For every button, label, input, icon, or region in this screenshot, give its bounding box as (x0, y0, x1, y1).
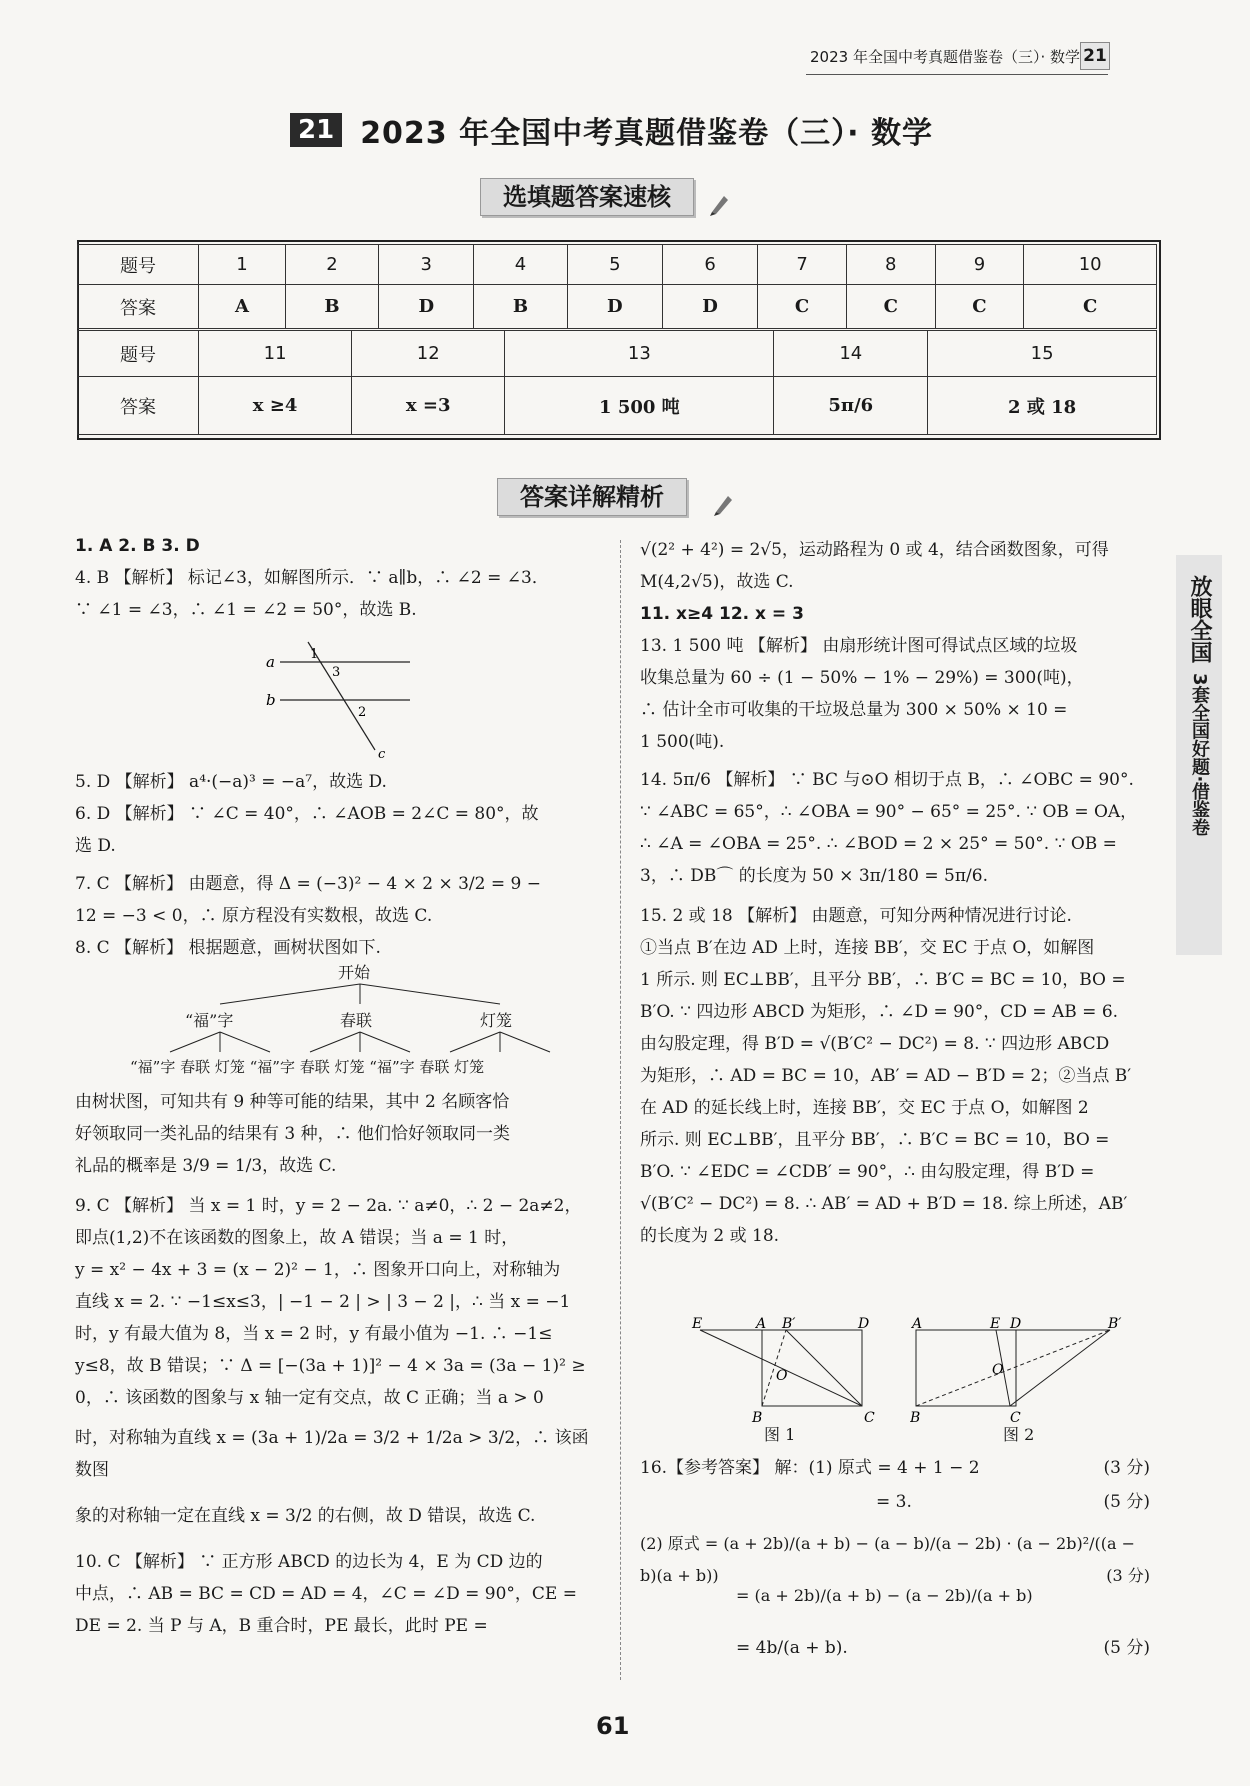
svg-text:a: a (266, 653, 275, 671)
svg-text:E: E (990, 1316, 1001, 1332)
answer-line: ①当点 B′在边 AD 上时，连接 BB′，交 EC 于点 O，如解图 (640, 938, 1095, 958)
answer-line: 即点(1,2)不在该函数的图象上，故 A 错误；当 a = 1 时， (75, 1228, 519, 1248)
table-cell: B (474, 285, 567, 329)
q16-line (640, 1486, 1150, 1520)
svg-text:2: 2 (358, 705, 367, 720)
answer-line: ∴ ∠A = ∠OBA = 25°. ∴ ∠BOD = 2 × 25° = 50°. ∵ OB = (640, 834, 1117, 854)
svg-text:B: B (752, 1410, 763, 1426)
table-cell: 2 或 18 (928, 377, 1157, 435)
svg-text:b: b (266, 691, 276, 709)
answer-line: 3，∴ DB⌒ 的长度为 50 × 3π/180 = 5π/6. (640, 866, 988, 886)
answer-line: = (a + 2b)/(a + b) − (a − 2b)/(a + b) (736, 1586, 1033, 1605)
answer-line: = 3. (876, 1492, 912, 1512)
answer-line: 在 AD 的延长线上时，连接 BB′，交 EC 于点 O，如解图 2 (640, 1098, 1089, 1118)
answer-line: 13. 1 500 吨 【解析】 由扇形统计图可得试点区域的垃圾 (640, 636, 1078, 656)
answer-line: M(4,2√5)，故选 C. (640, 572, 794, 592)
right-column-q16 (640, 1452, 1150, 1672)
table-cell: 2 (285, 245, 378, 285)
answer-line: 1 所示. 则 EC⊥BB′，且平分 BB′，∴ B′C = BC = 10，BO = (640, 970, 1126, 990)
page-number: 61 (596, 1712, 630, 1740)
svg-text:C: C (864, 1410, 875, 1426)
table-row (78, 331, 1157, 377)
svg-text:O: O (776, 1368, 788, 1384)
table-cell: D (379, 285, 474, 329)
answer-line: 为矩形，∴ AD = BC = 10，AB′ = AD − B′D = 2；②当点 B′ (640, 1066, 1132, 1086)
table-cell: A (199, 285, 286, 329)
left-column (75, 530, 595, 626)
table-row (78, 245, 1157, 285)
table-cell: 答案 (78, 285, 199, 329)
answer-line: 选 D. (75, 836, 116, 856)
tree-node: 灯笼 (480, 1011, 513, 1030)
table-cell: 12 (352, 331, 505, 377)
svg-text:A: A (756, 1316, 767, 1332)
answer-line: 的长度为 2 或 18. (640, 1226, 780, 1246)
answer-line: B′O. ∵ 四边形 ABCD 为矩形，∴ ∠D = 90°，CD = AB = 6. (640, 1002, 1119, 1022)
answer-table-2 (77, 330, 1157, 435)
column-divider (620, 540, 621, 1680)
points: (3 分) (1103, 1458, 1150, 1478)
table-cell: 答案 (78, 377, 199, 435)
table-cell: x ≥4 (199, 377, 352, 435)
side-tab-title: 放眼全国 (1187, 575, 1212, 663)
figure-1-label: 图 1 (764, 1425, 796, 1444)
page-badge: 21 (1080, 42, 1110, 70)
svg-text:c: c (378, 747, 386, 760)
table-cell: C (935, 285, 1024, 329)
figure-2 (910, 1316, 1140, 1426)
table-cell: C (1024, 285, 1157, 329)
points: (5 分) (1103, 1492, 1150, 1512)
answer-line: 1. A 2. B 3. D (75, 536, 200, 556)
header-rule (806, 74, 1108, 75)
tree-leaves: “福”字 春联 灯笼 “福”字 春联 灯笼 “福”字 春联 灯笼 (130, 1058, 485, 1076)
answer-line: 5. D 【解析】 a⁴·(−a)³ = −a⁷，故选 D. (75, 772, 387, 792)
answer-line: 8. C 【解析】 根据题意，画树状图如下. (75, 938, 381, 958)
table-cell: 3 (379, 245, 474, 285)
answer-line: 16.【参考答案】 解：(1) 原式 = 4 + 1 − 2 (640, 1458, 980, 1478)
tree-node: 春联 (340, 1011, 373, 1030)
answer-line: B′O. ∵ ∠EDC = ∠CDB′ = 90°，∴ 由勾股定理，得 B′D = (640, 1162, 1095, 1182)
answer-line: 10. C 【解析】 ∵ 正方形 ABCD 的边长为 4，E 为 CD 边的 (75, 1552, 543, 1572)
figure-2-label: 图 2 (1003, 1425, 1035, 1444)
table-cell: 5 (567, 245, 662, 285)
answer-line: 收集总量为 60 ÷ (1 − 50% − 1% − 29%) = 300(吨)， (640, 668, 1084, 688)
table-cell: 5π/6 (774, 377, 928, 435)
points: (3 分) (1106, 1566, 1150, 1585)
answer-line: 7. C 【解析】 由题意，得 Δ = (−3)² − 4 × 2 × 3/2 = 9 − (75, 874, 541, 894)
pencil-icon (712, 492, 734, 516)
answer-line: 直线 x = 2. ∵ −1≤x≤3，| −1 − 2 | > | 3 − 2 |，∴ 当 x = −1 (75, 1292, 571, 1312)
q16-line (640, 1580, 1150, 1632)
answer-line: 15. 2 或 18 【解析】 由题意，可知分两种情况进行讨论. (640, 906, 1072, 926)
table-cell: D (662, 285, 757, 329)
answer-line: = 4b/(a + b). (736, 1638, 848, 1658)
answer-line: √(B′C² − DC²) = 8. ∴ AB′ = AD + B′D = 18. 综上所述，AB′ (640, 1194, 1128, 1214)
answer-line: 所示. 则 EC⊥BB′，且平分 BB′，∴ B′C = BC = 10，BO = (640, 1130, 1110, 1150)
svg-text:B′: B′ (782, 1316, 796, 1332)
right-column (640, 534, 1150, 1252)
answer-line: 1 500(吨). (640, 732, 725, 752)
q16-line (640, 1632, 1150, 1672)
answer-line: 0，∴ 该函数的图象与 x 轴一定有交点，故 C 正确；当 a > 0 (75, 1388, 544, 1408)
answer-line: 11. x≥4 12. x = 3 (640, 604, 804, 624)
table-cell: 13 (505, 331, 774, 377)
left-column-3 (75, 1086, 595, 1642)
answer-line: 时，对称轴为直线 x = (3a + 1)/2a = 3/2 + 1/2a > 3/2，∴ 该函数图 (75, 1428, 589, 1480)
table-cell: 4 (474, 245, 567, 285)
side-tab-subtitle: 3套全国好题·借鉴卷 (1189, 673, 1210, 837)
q16-line (640, 1452, 1150, 1486)
answer-line: ∴ 估计全市可收集的干垃圾总量为 300 × 50% × 10 = (640, 700, 1068, 720)
svg-text:D: D (1010, 1316, 1022, 1332)
answer-line: 6. D 【解析】 ∵ ∠C = 40°，∴ ∠AOB = 2∠C = 80°，故 (75, 804, 539, 824)
tree-root: 开始 (338, 963, 371, 982)
left-column-2 (75, 766, 595, 964)
section-detail: 答案详解精析 (497, 478, 687, 516)
table-cell: 题号 (78, 245, 199, 285)
table-cell: 1 500 吨 (505, 377, 774, 435)
table-cell: 6 (662, 245, 757, 285)
table-cell: x =3 (352, 377, 505, 435)
side-tab (1176, 555, 1222, 955)
points: (5 分) (1103, 1638, 1150, 1658)
table-cell: 11 (199, 331, 352, 377)
answer-line: 中点，∴ AB = BC = CD = AD = 4，∠C = ∠D = 90°，CE = (75, 1584, 577, 1604)
answer-line: (2) 原式 = (a + 2b)/(a + b) − (a − b)/(a − 2b) · (a − 2b)²/((a − b)(a + b)) (640, 1534, 1136, 1585)
answer-line: 时，y 有最大值为 8，当 x = 2 时，y 有最小值为 −1. ∴ −1≤ (75, 1324, 553, 1344)
answer-line: 好领取同一类礼品的结果有 3 种，∴ 他们恰好领取同一类 (75, 1124, 511, 1144)
answer-line: 由树状图，可知共有 9 种等可能的结果，其中 2 名顾客恰 (75, 1092, 510, 1112)
answer-line: DE = 2. 当 P 与 A，B 重合时，PE 最长，此时 PE = (75, 1616, 488, 1636)
table-cell: C (846, 285, 935, 329)
title-badge: 21 (290, 113, 342, 147)
svg-text:O: O (992, 1362, 1004, 1378)
answer-line: √(2² + 4²) = 2√5，运动路程为 0 或 4，结合函数图象，可得 (640, 540, 1109, 560)
title-text: 2023 年全国中考真题借鉴卷（三）· 数学 (360, 116, 933, 151)
answer-line: 12 = −3 < 0，∴ 原方程没有实数根，故选 C. (75, 906, 433, 926)
answer-line: y≤8，故 B 错误；∵ Δ = [−(3a + 1)]² − 4 × 3a = (3a − 1)² ≥ (75, 1356, 586, 1376)
svg-text:D: D (858, 1316, 870, 1332)
answer-line: 象的对称轴一定在直线 x = 3/2 的右侧，故 D 错误，故选 C. (75, 1506, 536, 1526)
svg-text:3: 3 (332, 665, 341, 680)
answer-line: ∵ ∠ABC = 65°，∴ ∠OBA = 90° − 65° = 25°. ∵ OB = OA， (640, 802, 1138, 822)
answer-table-1 (77, 244, 1157, 329)
tree-diagram (130, 960, 580, 1080)
answer-line: ∵ ∠1 = ∠3，∴ ∠1 = ∠2 = 50°，故选 B. (75, 600, 417, 620)
table-cell: 9 (935, 245, 1024, 285)
svg-text:E: E (692, 1316, 703, 1332)
table-cell: 7 (758, 245, 847, 285)
pencil-icon (708, 192, 730, 216)
table-cell: B (285, 285, 378, 329)
running-title: 2023 年全国中考真题借鉴卷（三）· 数学 (810, 48, 1080, 66)
section-quick: 选填题答案速核 (480, 178, 694, 216)
svg-text:B′: B′ (1108, 1316, 1122, 1332)
q16-line (640, 1520, 1150, 1585)
table-cell: 8 (846, 245, 935, 285)
answer-line: 由勾股定理，得 B′D = √(B′C² − DC²) = 8. ∵ 四边形 ABCD (640, 1034, 1110, 1054)
svg-text:C: C (1010, 1410, 1021, 1426)
table-cell: D (567, 285, 662, 329)
svg-text:B: B (910, 1410, 921, 1426)
answer-line: 9. C 【解析】 当 x = 1 时，y = 2 − 2a. ∵ a≠0，∴ 2 − 2a≠2， (75, 1196, 582, 1216)
svg-text:1: 1 (310, 647, 319, 662)
tree-node: “福”字 (185, 1011, 234, 1030)
answer-line: 4. B 【解析】 标记∠3，如解图所示．∵ a∥b，∴ ∠2 = ∠3． (75, 568, 549, 588)
answer-line: 14. 5π/6 【解析】 ∵ BC 与⊙O 相切于点 B，∴ ∠OBC = 90°. (640, 770, 1134, 790)
table-cell: 题号 (78, 331, 199, 377)
page-title (290, 108, 933, 152)
table-cell: C (758, 285, 847, 329)
answer-line: 礼品的概率是 3/9 = 1/3，故选 C. (75, 1156, 337, 1176)
table-cell: 1 (199, 245, 286, 285)
table-row (78, 377, 1157, 435)
table-row (78, 285, 1157, 329)
svg-text:A: A (912, 1316, 923, 1332)
answer-line: y = x² − 4x + 3 = (x − 2)² − 1，∴ 图象开口向上，对称轴为 (75, 1260, 561, 1280)
table-cell: 10 (1024, 245, 1157, 285)
table-cell: 15 (928, 331, 1157, 377)
parallel-lines-figure (260, 640, 440, 760)
table-cell: 14 (774, 331, 928, 377)
